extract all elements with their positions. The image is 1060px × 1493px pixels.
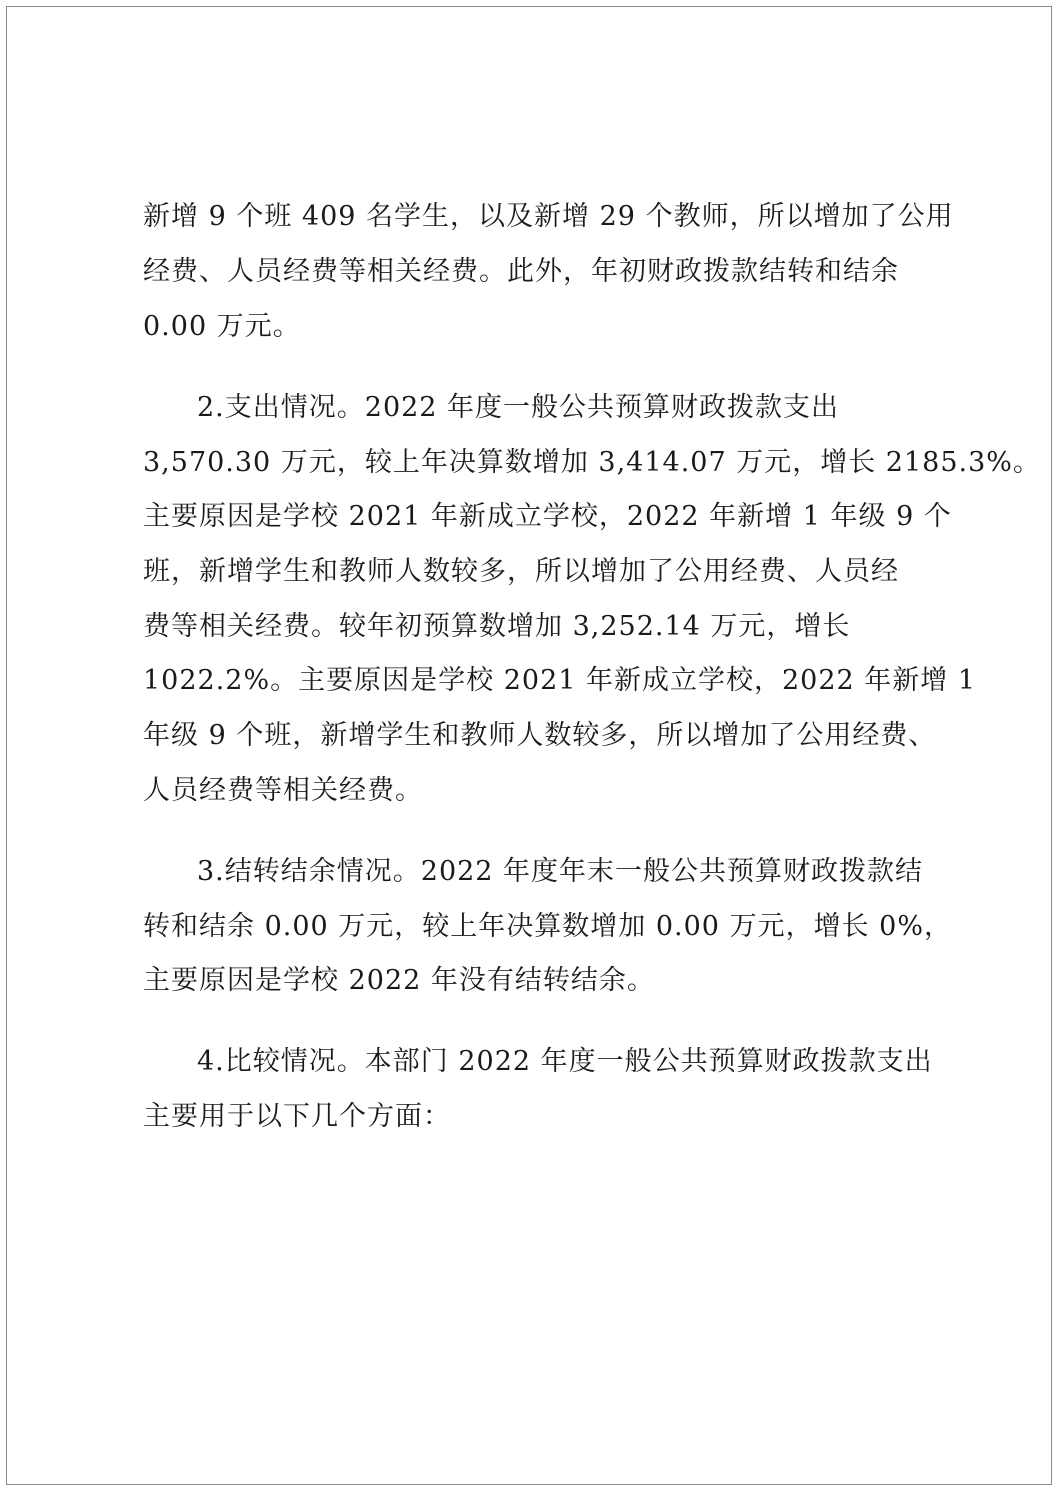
- text-line: 人员经费等相关经费。: [143, 775, 423, 806]
- text-line: 费等相关经费。较年初预算数增加 3,252.14 万元，增长: [143, 611, 851, 642]
- paragraph-heading-expenditure: 2.支出情况。2022 年度一般公共预算财政拨款支出: [197, 392, 840, 423]
- text-line: 0.00 万元。: [143, 311, 301, 342]
- text-line: 1022.2%。主要原因是学校 2021 年新成立学校，2022 年新增 1: [143, 665, 977, 696]
- paragraph-heading-comparison: 4.比较情况。本部门 2022 年度一般公共预算财政拨款支出: [197, 1046, 933, 1077]
- text-line: 新增 9 个班 409 名学生，以及新增 29 个教师，所以增加了公用: [143, 201, 954, 232]
- text-line: 主要原因是学校 2022 年没有结转结余。: [143, 965, 655, 996]
- text-line: 主要原因是学校 2021 年新成立学校，2022 年新增 1 年级 9 个: [143, 501, 952, 532]
- text-line: 主要用于以下几个方面：: [143, 1101, 451, 1132]
- text-line: 年级 9 个班，新增学生和教师人数较多，所以增加了公用经费、: [143, 720, 937, 751]
- text-line: 转和结余 0.00 万元，较上年决算数增加 0.00 万元，增长 0%，: [143, 911, 952, 942]
- text-line: 3,570.30 万元，较上年决算数增加 3,414.07 万元，增长 2185.3%。: [143, 447, 1041, 478]
- text-line: 经费、人员经费等相关经费。此外，年初财政拨款结转和结余: [143, 256, 899, 287]
- text-line: 班，新增学生和教师人数较多，所以增加了公用经费、人员经: [143, 556, 899, 587]
- paragraph-heading-carryover: 3.结转结余情况。2022 年度年末一般公共预算财政拨款结: [197, 856, 924, 887]
